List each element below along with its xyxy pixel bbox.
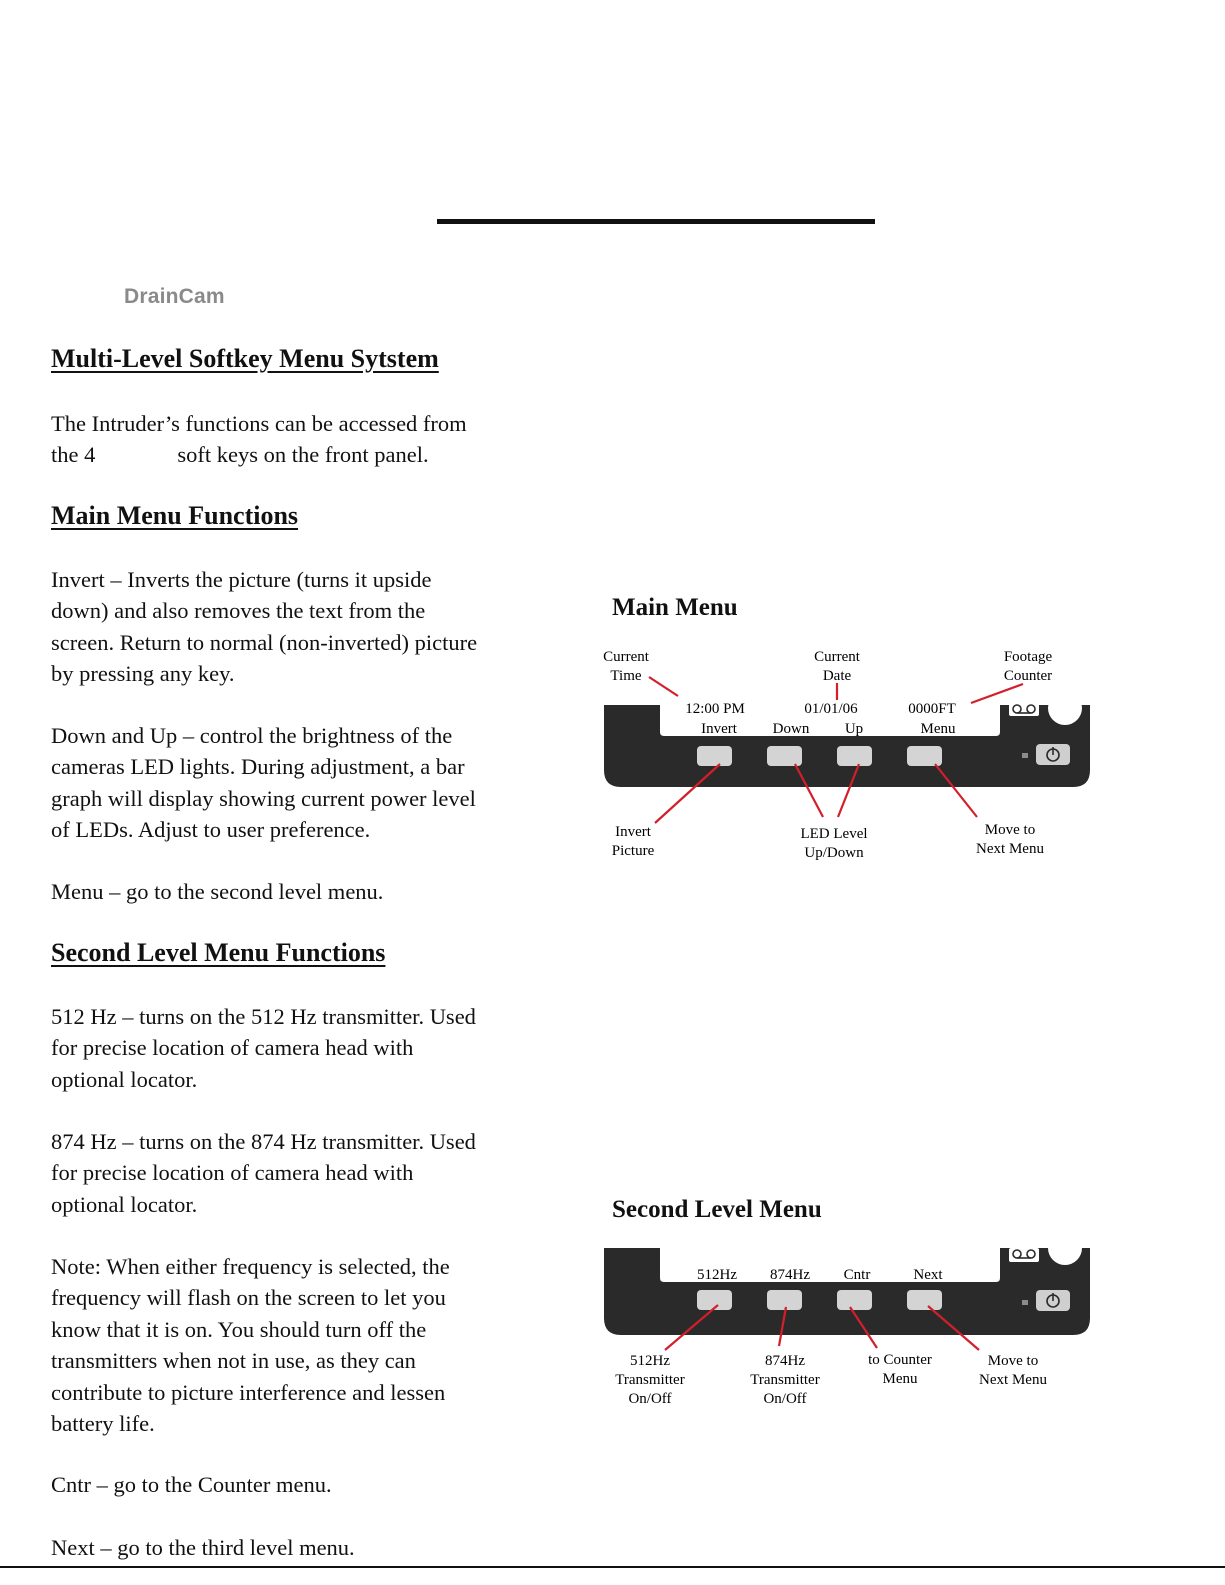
callout-current-date-2: Date [822, 668, 852, 684]
callout-led-level-1: LED Level [800, 826, 868, 842]
round-button-icon [1048, 691, 1082, 725]
page-title: Multi-Level Softkey Menu Sytstem [51, 344, 439, 373]
key-label-874hz: 874Hz [770, 1267, 810, 1283]
main-menu-diagram [590, 640, 1110, 870]
callout-512hz-3: On/Off [628, 1391, 672, 1407]
main-menu-figure-title: Main Menu [612, 594, 738, 621]
callout-next-menu-1: Move to [987, 1353, 1039, 1369]
key-label-512hz: 512Hz [697, 1267, 737, 1283]
key-label-next: Next [913, 1267, 943, 1283]
menu-description: Menu – go to the second level menu. [51, 879, 384, 904]
key-label-menu: Menu [920, 721, 956, 737]
softkey-4 [907, 746, 942, 766]
softkey-2 [767, 746, 802, 766]
callout-current-time-2: Time [610, 668, 642, 684]
power-led-icon [1022, 1300, 1028, 1305]
callout-874hz-3: On/Off [763, 1391, 807, 1407]
cntr-description: Cntr – go to the Counter menu. [51, 1472, 332, 1497]
softkey-3 [837, 1290, 872, 1310]
note-paragraph: Note: When either frequency is selected, the frequency will flash on the screen to let you know that it is on. You should turn off the transmitters when not in use, as they can contribute to picture interference and lessen battery life. [51, 1254, 450, 1437]
next-description: Next – go to the third level menu. [51, 1535, 355, 1560]
softkey-1 [697, 746, 732, 766]
key-label-up: Up [844, 721, 864, 737]
draincam-logo: DrainCam [124, 285, 225, 308]
power-led-icon [1022, 753, 1028, 758]
callout-footage-1: Footage [1003, 649, 1053, 665]
top-rule [437, 219, 875, 224]
key-label-down: Down [772, 721, 810, 737]
callout-next-menu-1: Move to [984, 822, 1036, 838]
main-menu-heading: Main Menu Functions [51, 501, 299, 530]
512hz-description: 512 Hz – turns on the 512 Hz transmitter. Used for precise location of camera head with optional locator. [51, 1004, 476, 1092]
second-menu-figure-title: Second Level Menu [612, 1196, 822, 1223]
key-label-invert: Invert [701, 721, 737, 737]
callout-next-menu-2: Next Menu [976, 841, 1044, 857]
callout-512hz-1: 512Hz [630, 1353, 670, 1369]
callout-counter-1: to Counter [868, 1352, 932, 1368]
callout-footage-2: Counter [1003, 668, 1053, 684]
softkey-4 [907, 1290, 942, 1310]
callout-invert-picture-2: Picture [611, 843, 655, 859]
callout-512hz-2: Transmitter [615, 1372, 685, 1388]
callout-next-menu-2: Next Menu [979, 1372, 1047, 1388]
callout-invert-picture-1: Invert [615, 824, 651, 840]
screen-date: 01/01/06 [804, 701, 858, 717]
second-menu-diagram [590, 1240, 1110, 1420]
softkey-3 [837, 746, 872, 766]
key-label-cntr: Cntr [843, 1267, 871, 1283]
callout-counter-2: Menu [882, 1371, 918, 1387]
screen-time: 12:00 PM [685, 701, 745, 717]
down-up-description: Down and Up – control the brightness of the cameras LED lights. During adjustment, a bar graph will display showing current power level of LEDs. Adjust to user preference. [51, 723, 476, 843]
second-menu-heading: Second Level Menu Functions [51, 938, 386, 967]
intro-paragraph: The Intruder’s functions can be accessed from the 4 soft keys on the front panel. [51, 411, 467, 468]
callout-current-time-1: Current [603, 649, 649, 665]
bottom-rule [0, 1566, 1225, 1568]
callout-current-date-1: Current [814, 649, 860, 665]
874hz-description: 874 Hz – turns on the 874 Hz transmitter. Used for precise location of camera head with optional locator. [51, 1129, 476, 1217]
callout-874hz-1: 874Hz [765, 1353, 805, 1369]
invert-description: Invert – Inverts the picture (turns it upside down) and also removes the text from the screen. Return to normal (non-inverted) picture by pressing any key. [51, 567, 478, 687]
screen-footage: 0000FT [908, 701, 956, 717]
callout-led-level-2: Up/Down [804, 845, 864, 861]
softkey-2 [767, 1290, 802, 1310]
callout-874hz-2: Transmitter [750, 1372, 820, 1388]
